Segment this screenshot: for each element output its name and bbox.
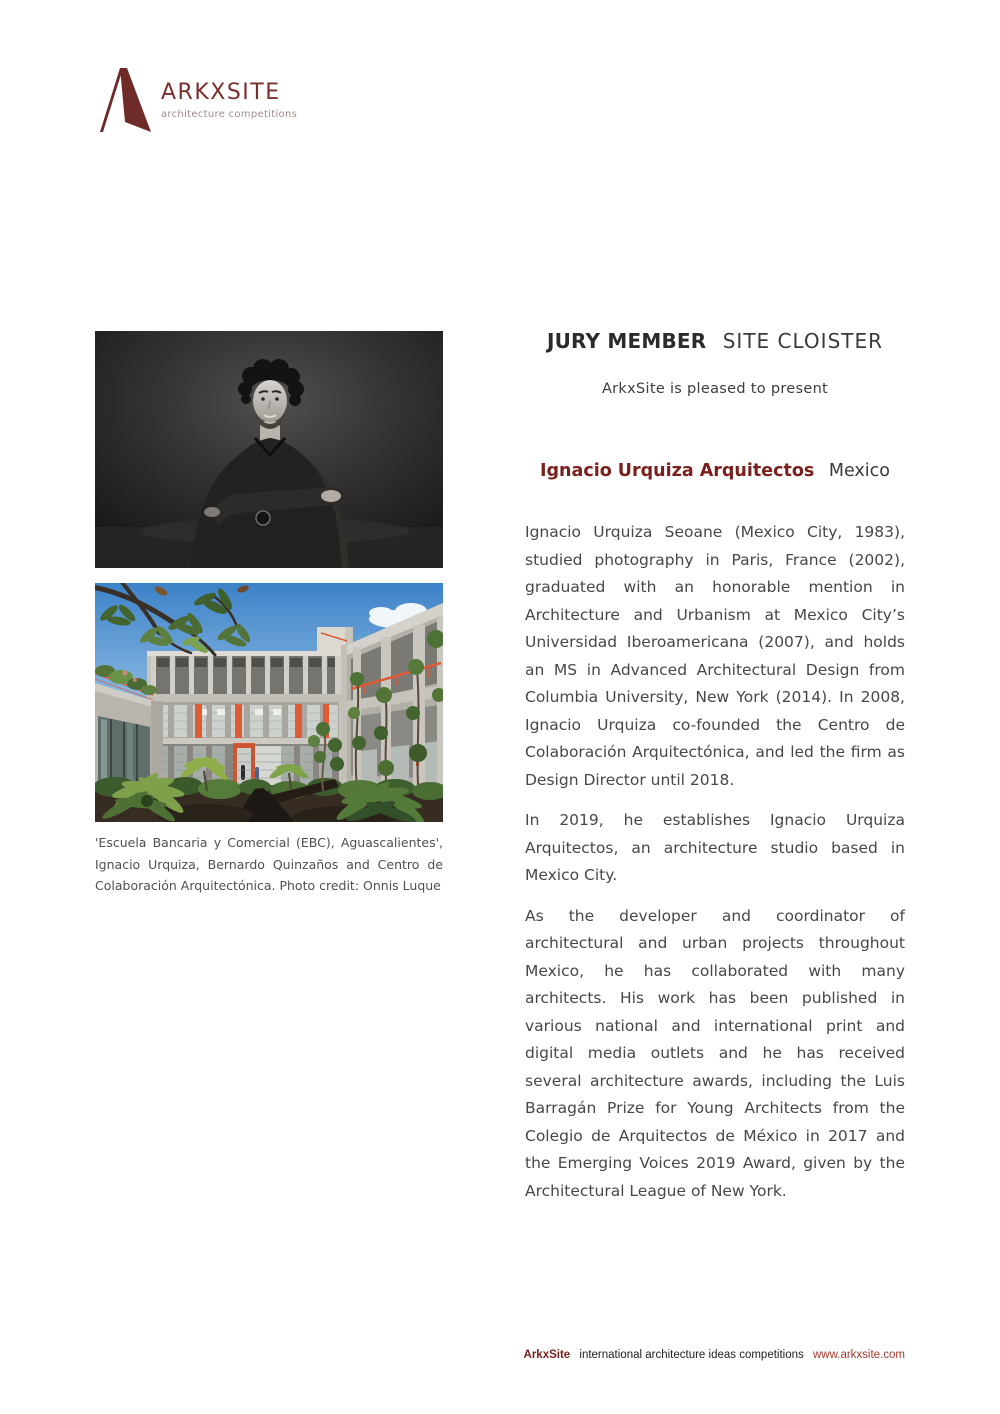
logo-tagline: architecture competitions [161, 109, 298, 120]
footer-description: international architecture ideas competitions [579, 1349, 804, 1361]
bio-section [525, 519, 905, 1205]
footer-website-link[interactable]: www.arkxsite.com [812, 1349, 905, 1361]
page-footer [524, 1349, 905, 1361]
jury-name: Ignacio Urquiza Arquitectos [540, 461, 815, 481]
logo-text [161, 66, 297, 120]
arkxsite-logo-mark-icon [94, 66, 152, 134]
jury-name-line [525, 459, 905, 483]
page-title [525, 329, 905, 353]
title-competition-name: SITE CLOISTER [722, 329, 884, 353]
photo-caption: 'Escuela Bancaria y Comercial (EBC), Aguascalientes', Ignacio Urquiza, Bernardo Quinzaños and Centro de Colaboración Arquitectónica. Photo credit: Onnis Luque [95, 835, 443, 893]
content-column [525, 329, 905, 1205]
intro-line: ArkxSite is pleased to present [601, 381, 829, 397]
title-jury-member: JURY MEMBER [546, 329, 707, 353]
logo-brand: ARKXSITE [161, 80, 281, 105]
bio-paragraph-3: As the developer and coordinator of architectural and urban projects throughout Mexico, he has collaborated with many architects. His work has been published in various national and international print and digital media outlets and he has received several architecture awards, including the Luis Barragán Prize for Young Architects from the Colegio de Arquitectos de México in 2017 and the Emerging Voices 2019 Award, given by the Architectural League of New York. [525, 906, 905, 1200]
footer-brand: ArkxSite [523, 1349, 571, 1361]
bio-paragraph-1: Ignacio Urquiza Seoane (Mexico City, 1983), studied photography in Paris, France (2002), graduated with an honorable mention in Architecture and Urbanism at Mexico City’s Universidad Iberoamericana (2007), and holds an MS in Advanced Architectural Design from Columbia University, New York (2014). In 2008, Ignacio Urquiza co-founded the Centro de Colaboración Arquitectónica, and led the firm as Design Director until 2018. [525, 523, 905, 789]
jury-country: Mexico [828, 461, 890, 481]
logo [94, 66, 297, 134]
courtyard-photo [95, 583, 443, 822]
image-column [95, 331, 443, 897]
portrait-photo [95, 331, 443, 568]
bio-paragraph-2: In 2019, he establishes Ignacio Urquiza Arquitectos, an architecture studio based in Mexico City. [525, 811, 905, 884]
